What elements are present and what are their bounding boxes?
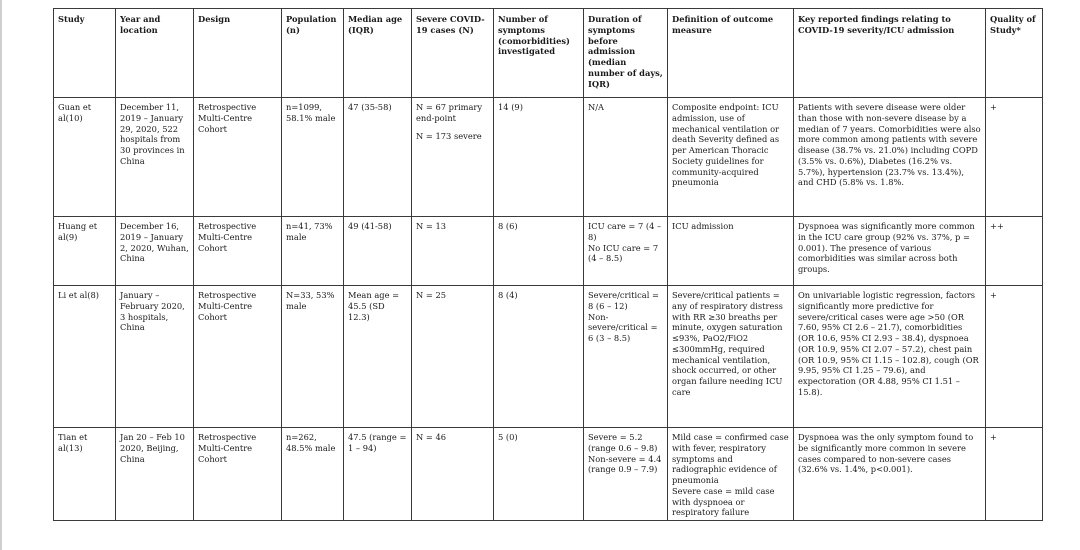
- cell-duration: [584, 286, 668, 428]
- cell-median-age: 47.5 (range = 1 – 94): [344, 428, 412, 521]
- cell-num-symptoms: 8 (6): [494, 217, 584, 286]
- cell-population: n=262, 48.5% male: [282, 428, 344, 521]
- duration-non-severe: Non-severe = 4.4 (range 0.9 – 7.9): [588, 453, 662, 475]
- header-population: Population (n): [282, 9, 344, 98]
- studies-table: [53, 8, 1043, 521]
- table-row: [54, 98, 1043, 217]
- header-definition: Definition of outcome measure: [668, 9, 794, 98]
- header-median-age: Median age (IQR): [344, 9, 412, 98]
- header-quality: Quality of Study*: [986, 9, 1043, 98]
- cell-study: Tian et al(13): [54, 428, 116, 521]
- cell-definition: ICU admission: [668, 217, 794, 286]
- cell-quality: +: [986, 286, 1043, 428]
- duration-icu: ICU care = 7 (4 – 8): [588, 221, 662, 242]
- cell-design: Retrospective Multi-Centre Cohort: [194, 217, 282, 286]
- cell-num-symptoms: 8 (4): [494, 286, 584, 428]
- header-year-location: Year and location: [116, 9, 194, 98]
- cell-quality: +: [986, 428, 1043, 521]
- cell-definition: Composite endpoint: ICU admission, use of mechanical ventilation or death Severity defined as per American Thoracic Society guidelines for community-acquired pneumonia: [668, 98, 794, 217]
- header-design: Design: [194, 9, 282, 98]
- cell-design: Retrospective Multi-Centre Cohort: [194, 286, 282, 428]
- cell-study: Li et al(8): [54, 286, 116, 428]
- header-findings: Key reported findings relating to COVID-19 severity/ICU admission: [794, 9, 986, 98]
- cell-duration: N/A: [584, 98, 668, 217]
- cell-quality: ++: [986, 217, 1043, 286]
- cell-study: Guan et al(10): [54, 98, 116, 217]
- header-study: Study: [54, 9, 116, 98]
- cell-design: Retrospective Multi-Centre Cohort: [194, 98, 282, 217]
- table-row: [54, 286, 1043, 428]
- table-row: [54, 217, 1043, 286]
- cell-median-age: 49 (41-58): [344, 217, 412, 286]
- definition-severe: Severe case = mild case with dyspnoea or respiratory failure: [672, 485, 775, 518]
- cell-num-symptoms: 14 (9): [494, 98, 584, 217]
- cell-definition: [668, 428, 794, 521]
- definition-mild: Mild case = confirmed case with fever, respiratory symptoms and radiographic evidence of pneumonia: [672, 432, 789, 486]
- cell-population: n=41, 73% male: [282, 217, 344, 286]
- header-duration: Duration of symptoms before admission (median number of days, IQR): [584, 9, 668, 98]
- duration-severe: Severe = 5.2 (range 0.6 – 9.8): [588, 432, 658, 453]
- duration-non-severe: Non-severe/critical = 6 (3 – 8.5): [588, 311, 658, 344]
- duration-no-icu: No ICU care = 7 (4 – 8.5): [588, 242, 659, 264]
- cell-findings: Patients with severe disease were older than those with non-severe disease by a median of 7 years. Comorbidities were also more common among patients with severe disease (38.7% vs. 21.0%) including COPD (3.5% vs. 0.6%), Diabetes (16.2% vs. 5.7%), hypertension (23.7% vs. 13.4%), and CHD (5.8% vs. 1.8%.: [794, 98, 986, 217]
- cell-findings: Dyspnoea was the only symptom found to be significantly more common in severe cases compared to non-severe cases (32.6% vs. 1.4%, p<0.001).: [794, 428, 986, 521]
- cell-definition: Severe/critical patients = any of respiratory distress with RR ≥30 breaths per minute, oxygen saturation ≤93%, PaO2/FiO2 ≤300mmHg, required mechanical ventilation, shock occurred, or other organ failure needing ICU care: [668, 286, 794, 428]
- cell-year-location: January – February 2020, 3 hospitals, China: [116, 286, 194, 428]
- cell-num-symptoms: 5 (0): [494, 428, 584, 521]
- page-left-edge: [0, 0, 2, 550]
- cell-year-location: December 16, 2019 – January 2, 2020, Wuhan, China: [116, 217, 194, 286]
- cell-findings: Dyspnoea was significantly more common in the ICU care group (92% vs. 37%, p = 0.001). The presence of various comorbidities was similar across both groups.: [794, 217, 986, 286]
- cell-year-location: Jan 20 – Feb 10 2020, Beijing, China: [116, 428, 194, 521]
- cell-duration: [584, 217, 668, 286]
- cell-study: Huang et al(9): [54, 217, 116, 286]
- cell-quality: +: [986, 98, 1043, 217]
- cell-severe-cases: [412, 98, 494, 217]
- cell-severe-cases: N = 13: [412, 217, 494, 286]
- cell-severe-cases: N = 46: [412, 428, 494, 521]
- cell-median-age: 47 (35-58): [344, 98, 412, 217]
- header-row: [54, 9, 1043, 98]
- header-severe-cases: Severe COVID-19 cases (N): [412, 9, 494, 98]
- cell-population: n=1099, 58.1% male: [282, 98, 344, 217]
- table-row: [54, 428, 1043, 521]
- duration-severe: Severe/critical = 8 (6 – 12): [588, 290, 659, 311]
- cell-duration: [584, 428, 668, 521]
- cell-findings: On univariable logistic regression, factors significantly more predictive for severe/critical cases were age >50 (OR 7.60, 95% CI 2.6 – 21.7), comorbidities (OR 10.6, 95% CI 2.93 – 38.4), dyspnoea (OR 10.9, 95% CI 2.07 – 57.2), chest pain (OR 10.9, 95% CI 1.15 – 102.8), cough (OR 9.95, 95% CI 1.25 – 79.6), and expectoration (OR 4.88, 95% CI 1.51 – 15.8).: [794, 286, 986, 428]
- cell-median-age: Mean age = 45.5 (SD 12.3): [344, 286, 412, 428]
- cell-population: N=33, 53% male: [282, 286, 344, 428]
- cell-severe-cases: N = 25: [412, 286, 494, 428]
- severe-cases-severe: N = 173 severe: [416, 130, 482, 141]
- cell-design: Retrospective Multi-Centre Cohort: [194, 428, 282, 521]
- severe-cases-primary: N = 67 primary end-point: [416, 102, 483, 123]
- header-num-symptoms: Number of symptoms (comorbidities) investigated: [494, 9, 584, 98]
- cell-year-location: December 11, 2019 – January 29, 2020, 522 hospitals from 30 provinces in China: [116, 98, 194, 217]
